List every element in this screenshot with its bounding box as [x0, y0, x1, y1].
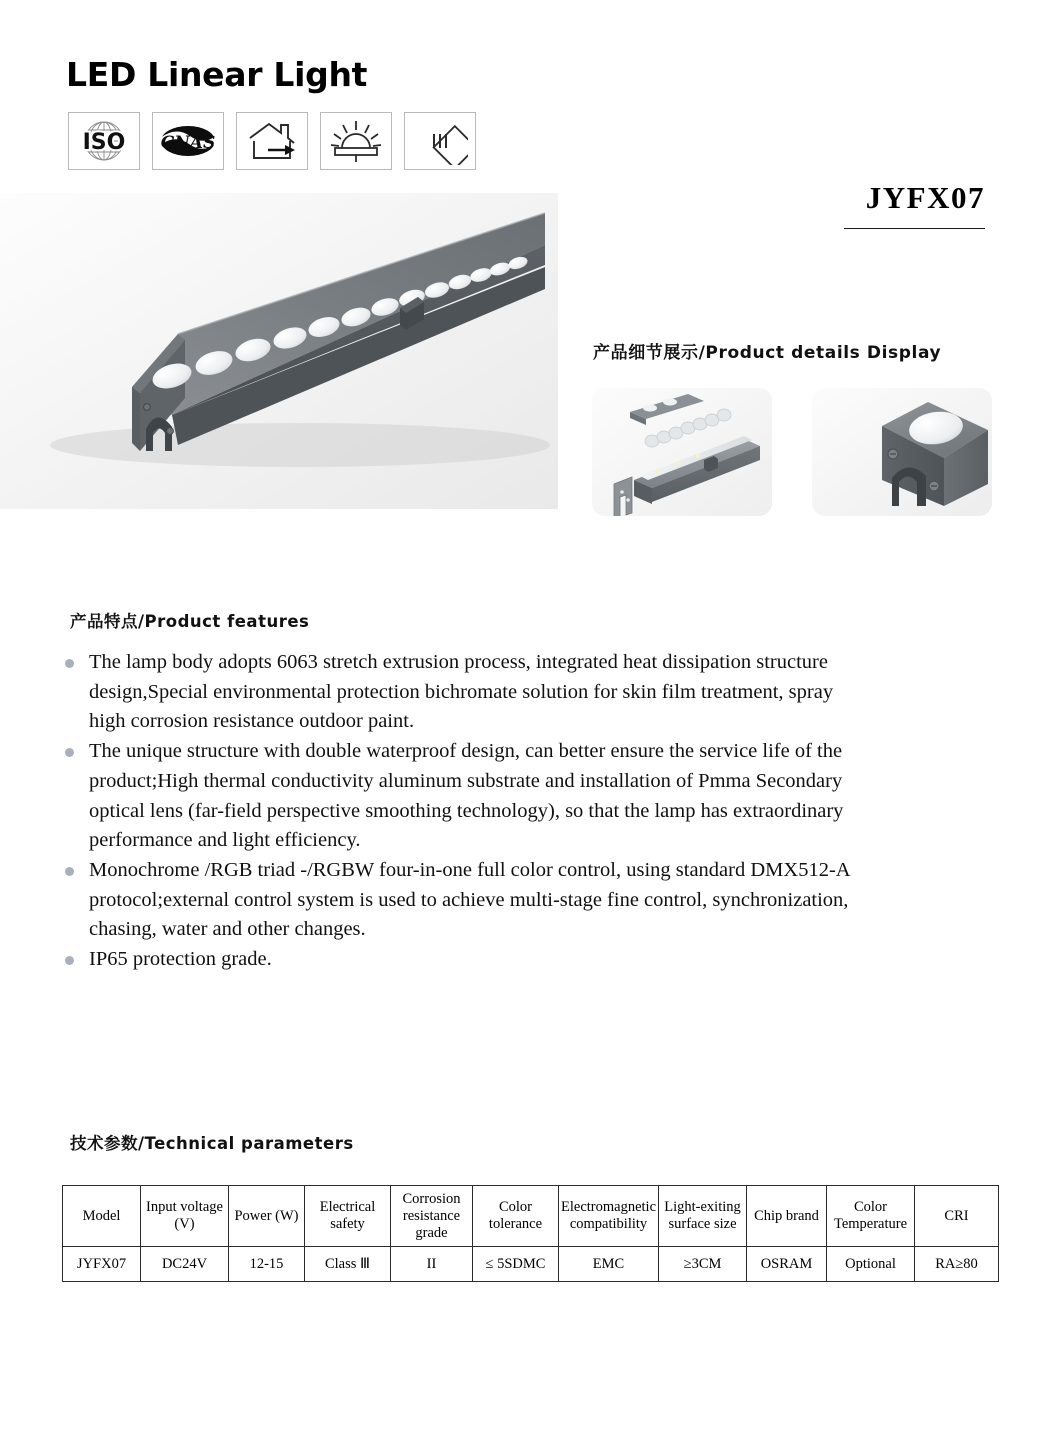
product-details-heading: 产品细节展示/Product details Display	[593, 343, 942, 363]
column-header: Model	[63, 1186, 141, 1247]
model-code-underline	[844, 228, 985, 229]
page-title: LED Linear Light	[66, 55, 368, 94]
table-row	[63, 1247, 999, 1282]
table-cell: Optional	[827, 1247, 915, 1282]
sun-resistance-icon	[320, 112, 392, 170]
column-header: Input voltage (V)	[141, 1186, 229, 1247]
detail-image-end-cap-closeup	[812, 388, 992, 516]
column-header: Power (W)	[229, 1186, 305, 1247]
column-header: Color Temperature	[827, 1186, 915, 1247]
technical-parameters-table	[62, 1185, 999, 1282]
model-code: JYFX07	[865, 180, 985, 215]
column-header: Corrosion resistance grade	[391, 1186, 473, 1247]
table-header-row	[63, 1186, 999, 1247]
column-header: Electrical safety	[305, 1186, 391, 1247]
technical-parameters-heading: 技术参数/Technical parameters	[70, 1134, 354, 1153]
feature-item: IP65 protection grade.	[58, 945, 858, 975]
column-header: Electromagnetic compatibility	[559, 1186, 659, 1247]
certification-badge-row	[68, 112, 476, 170]
svg-text:ISO: ISO	[82, 130, 126, 155]
table-cell: OSRAM	[747, 1247, 827, 1282]
product-features-list	[58, 648, 858, 975]
class-three-icon	[404, 112, 476, 170]
column-header: Light-exiting surface size	[659, 1186, 747, 1247]
product-hero-image	[0, 193, 558, 509]
table-cell: 12-15	[229, 1247, 305, 1282]
detail-image-profile-exploded	[592, 388, 772, 516]
column-header: Color tolerance	[473, 1186, 559, 1247]
table-cell: ≥3CM	[659, 1247, 747, 1282]
indoor-outdoor-icon	[236, 112, 308, 170]
table-cell: DC24V	[141, 1247, 229, 1282]
table-cell: Class Ⅲ	[305, 1247, 391, 1282]
table-cell: II	[391, 1247, 473, 1282]
table-cell: ≤ 5SDMC	[473, 1247, 559, 1282]
column-header: Chip brand	[747, 1186, 827, 1247]
table-cell: EMC	[559, 1247, 659, 1282]
cnas-certification-icon	[152, 112, 224, 170]
iso-certification-icon	[68, 112, 140, 170]
feature-item: The unique structure with double waterproof design, can better ensure the service life of the product;High thermal conductivity aluminum substrate and installation of Pmma Secondary optical lens (far-field perspective smoothing technology), so that the lamp has extraordinary performance and light efficiency.	[58, 737, 858, 856]
feature-item: Monochrome /RGB triad -/RGBW four-in-one full color control, using standard DMX512-A protocol;external control system is used to achieve multi-stage fine control, synchronization, chasing, water and other changes.	[58, 856, 858, 945]
table-cell: JYFX07	[63, 1247, 141, 1282]
product-features-heading: 产品特点/Product features	[70, 612, 310, 631]
svg-text:CNAS: CNAS	[160, 133, 216, 153]
table-cell: RA≥80	[915, 1247, 999, 1282]
feature-item: The lamp body adopts 6063 stretch extrusion process, integrated heat dissipation structure design,Special environmental protection bichromate solution for skin film treatment, spray high corrosion resistance outdoor paint.	[58, 648, 858, 737]
column-header: CRI	[915, 1186, 999, 1247]
